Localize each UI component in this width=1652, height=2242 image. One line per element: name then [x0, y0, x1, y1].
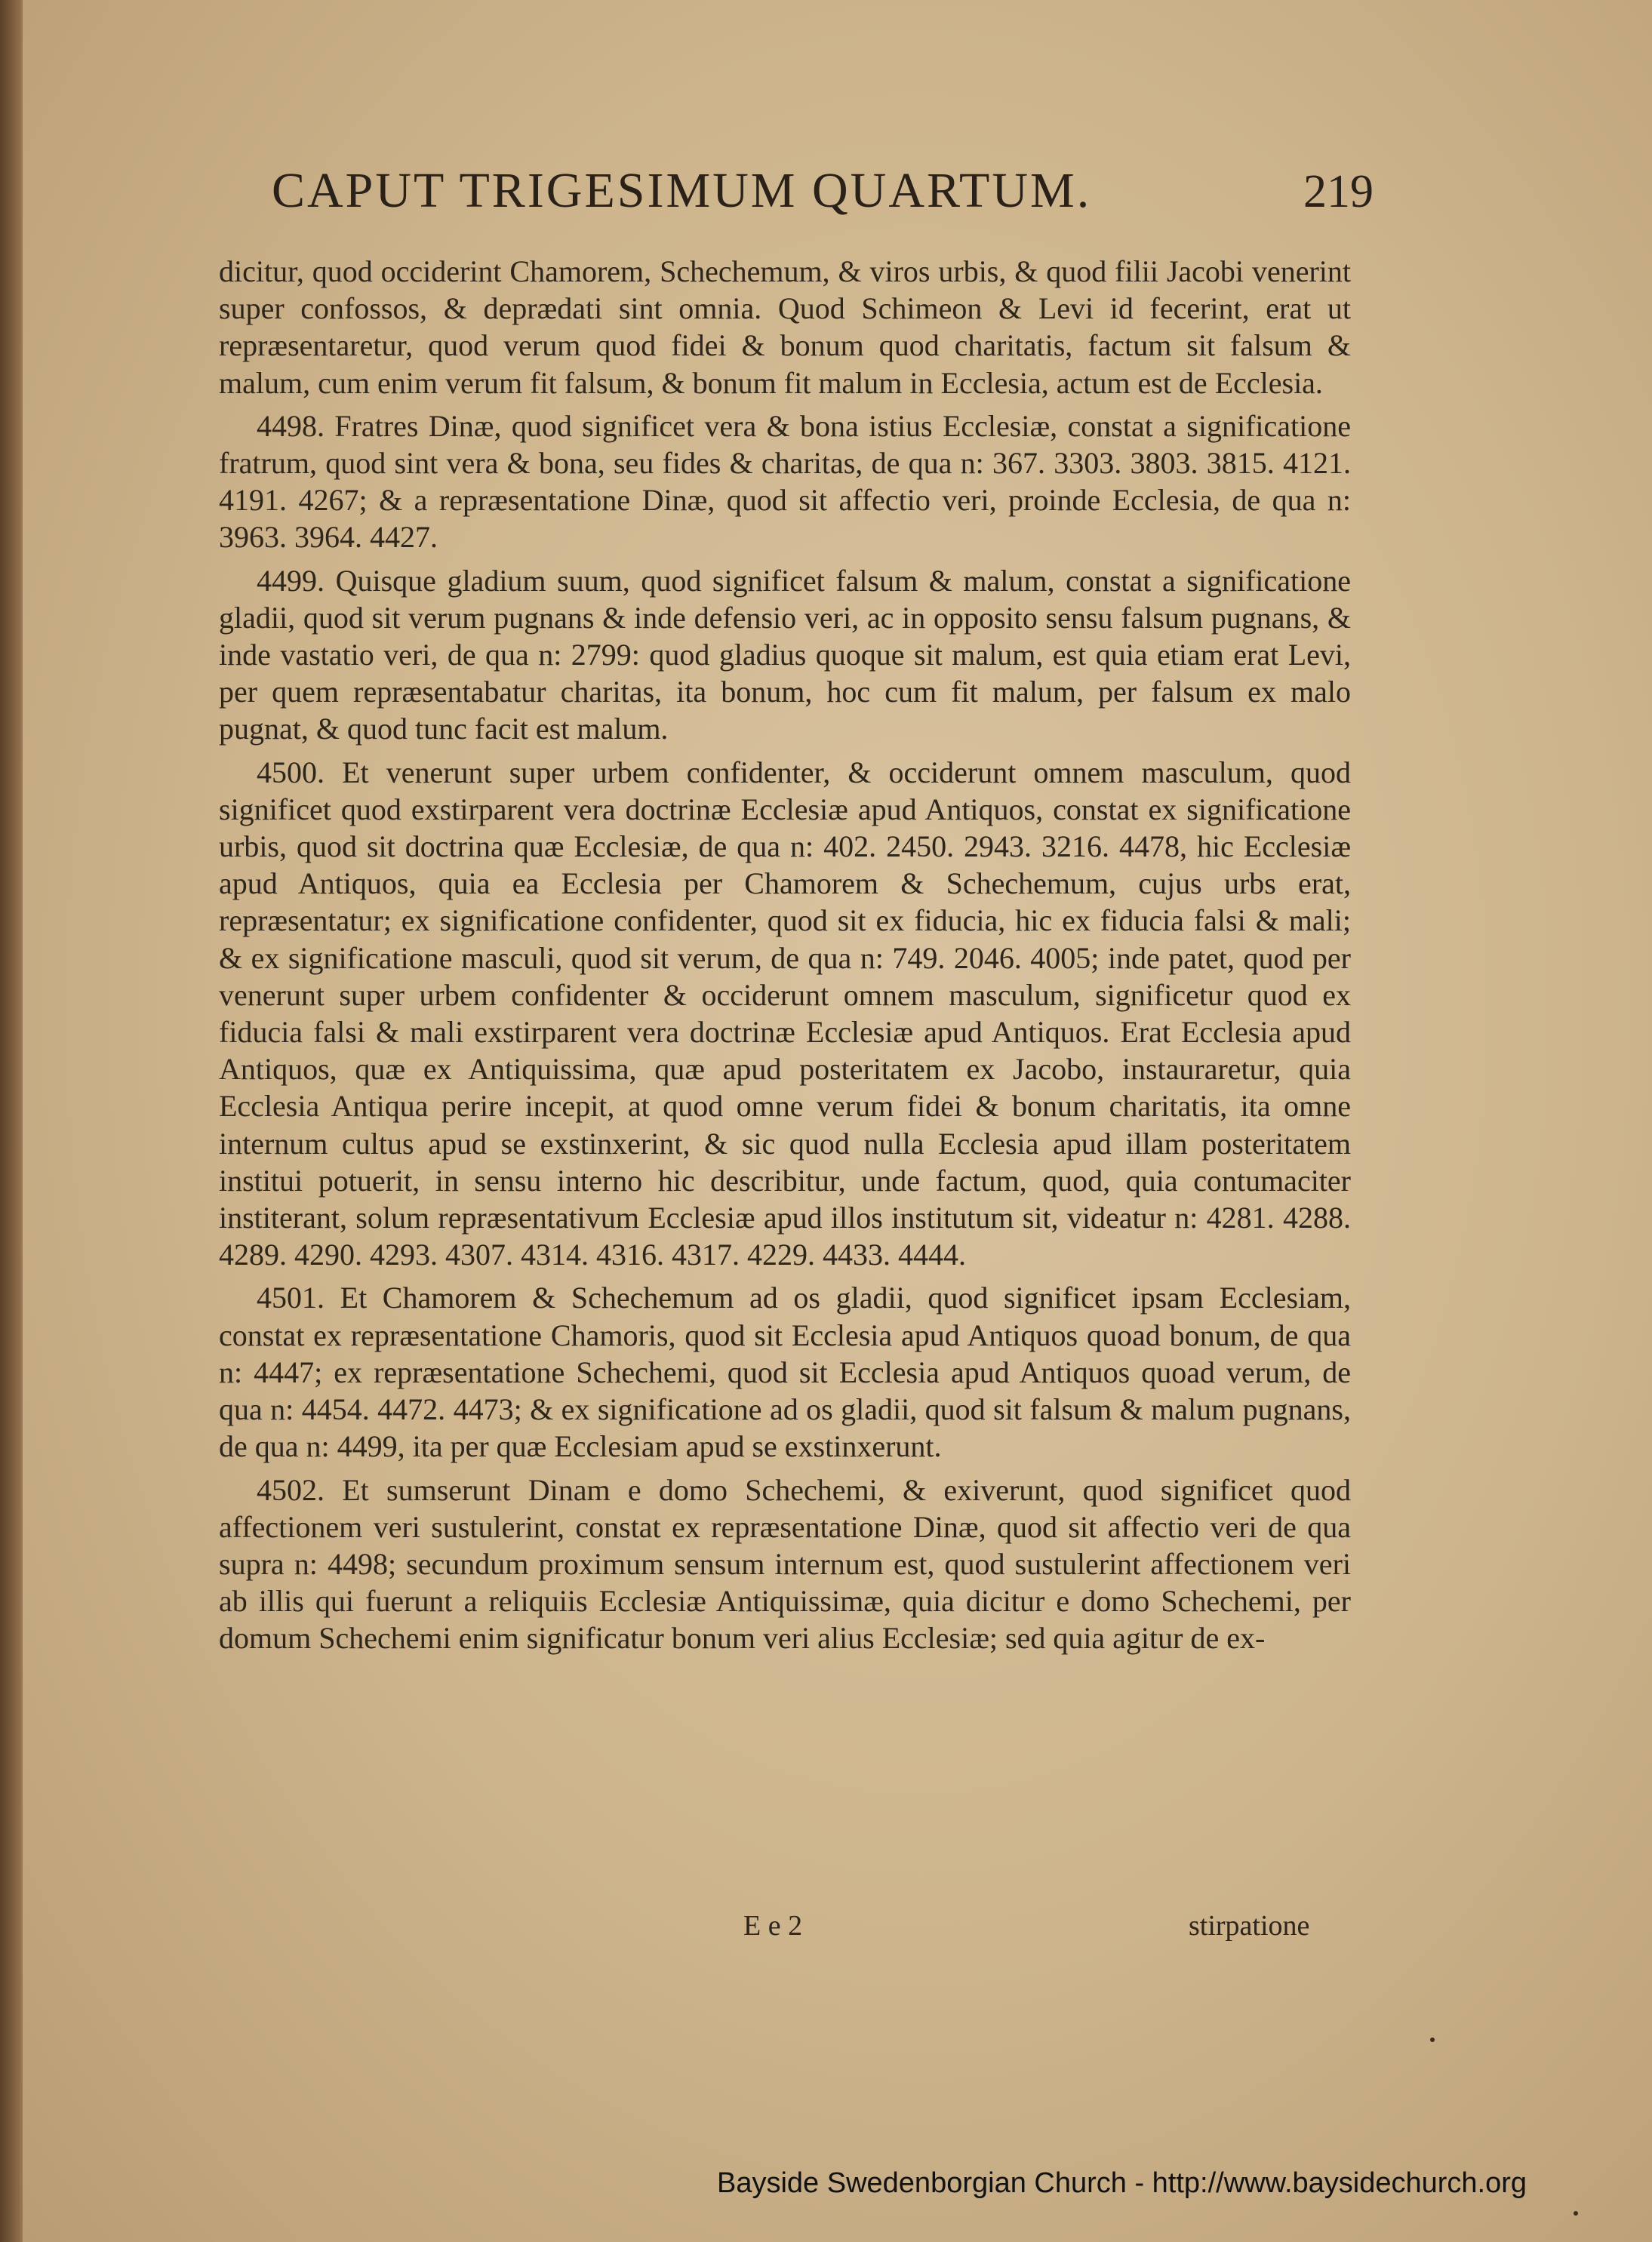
- page-number: 219: [1303, 166, 1374, 217]
- paragraph-4498: 4498. Fratres Dinæ, quod significet vera & bona istius Ecclesiæ, constat a significatione fratrum, quod sint vera & bona, seu fides & charitas, de qua n: 367. 3303. 3803. 3815. 4121. 4191. 4267; & a repræsentatione Dinæ, quod sit affectio veri, proinde Ecclesia, de qua n: 3963. 3964. 4427.: [219, 408, 1351, 555]
- page-header: [272, 155, 1374, 245]
- paragraph-4501: 4501. Et Chamorem & Schechemum ad os gladii, quod significet ipsam Ecclesiam, constat ex repræsentatione Chamoris, quod sit Ecclesia apud Antiquos quoad bonum, de qua n: 4447; ex repræsentatione Schechemi, quod sit Ecclesia apud Antiquos quoad verum, de qua n: 4454. 4472. 4473; & ex significatione ad os gladii, quod sit falsum & malum pugnans, de qua n: 4499, ita per quæ Ecclesiam apud se exstinxerunt.: [219, 1281, 1351, 1464]
- paragraph-continuation: dicitur, quod occiderint Chamorem, Schechemum, & viros urbis, & quod filii Jacobi venerint super confossos, & deprædati sint omnia. Quod Schimeon & Levi id fecerint, erat ut repræsentaretur, quod verum quod fidei & bonum quod charitatis, factum sit falsum & malum, cum enim verum fit falsum, & bonum fit malum in Ecclesia, actum est de Ecclesia.: [219, 254, 1351, 400]
- paragraph-4500: 4500. Et venerunt super urbem confidenter, & occiderunt omnem masculum, quod significet quod exstirparent vera doctrinæ Ecclesiæ apud Antiquos, constat ex significatione urbis, quod sit doctrina quæ Ecclesiæ, de qua n: 402. 2450. 2943. 3216. 4478, hic Ecclesiæ apud Antiquos, quia ea Ecclesia per Chamorem & Schechemum, cujus urbs erat, repræsentatur; ex significatione confidenter, quod sit ex fiducia, hic ex fiducia falsi & mali; & ex significatione masculi, quod sit verum, de qua n: 749. 2046. 4005; inde patet, quod per venerunt super urbem confidenter & occiderunt omnem masculum, significetur quod ex fiducia falsi & mali exstirparent vera doctrinæ Ecclesiæ apud Antiquos. Erat Ecclesia apud Antiquos, quæ ex Antiquissima, quæ apud posteritatem ex Jacobo, instauraretur, quia Ecclesia Antiqua perire incepit, at quod omne verum fidei & bonum charitatis, ita omne internum cultus apud se exstinxerint, & sic quod nulla Ecclesia apud illam posteritatem institui potuerit, in sensu interno hic describitur, unde factum, quod, quia contumaciter institerant, solum repræsentativum Ecclesiæ apud illos institutum sit, videatur n: 4281. 4288. 4289. 4290. 4293. 4307. 4314. 4316. 4317. 4229. 4433. 4444.: [219, 755, 1351, 1272]
- main-text: [219, 253, 1351, 1663]
- watermark: Bayside Swedenborgian Church - http://www.baysidechurch.org: [717, 2167, 1527, 2199]
- paragraph-4499: 4499. Quisque gladium suum, quod significet falsum & malum, constat a significatione gladii, quod sit verum pugnans & inde defensio veri, ac in opposito sensu falsum pugnans, & inde vastatio veri, de qua n: 2799: quod gladius quoque sit malum, est quia etiam erat Levi, per quem repræsentabatur charitas, ita bonum, hoc cum fit malum, per falsum ex malo pugnat, & quod tunc facit est malum.: [219, 563, 1351, 746]
- signature-mark: E e 2: [743, 1910, 803, 1942]
- running-head: CAPUT TRIGESIMUM QUARTUM.: [272, 163, 1092, 218]
- catchword: stirpatione: [1189, 1910, 1310, 1942]
- paper-speck: [1574, 2211, 1578, 2216]
- paragraph-4502: 4502. Et sumserunt Dinam e domo Schechemi, & exiverunt, quod significet quod affectionem veri sustulerint, constat ex repræsentatione Dinæ, quod sit affectio veri de qua supra n: 4498; secundum proximum sensum internum est, quod sustulerint affectionem veri ab illis qui fuerunt a reliquiis Ecclesiæ Antiquissimæ, quia dicitur e domo Schechemi, per domum Schechemi enim significatur bonum veri alius Ecclesiæ; sed quia agitur de ex-: [219, 1472, 1351, 1656]
- paper-speck: [1430, 2037, 1435, 2042]
